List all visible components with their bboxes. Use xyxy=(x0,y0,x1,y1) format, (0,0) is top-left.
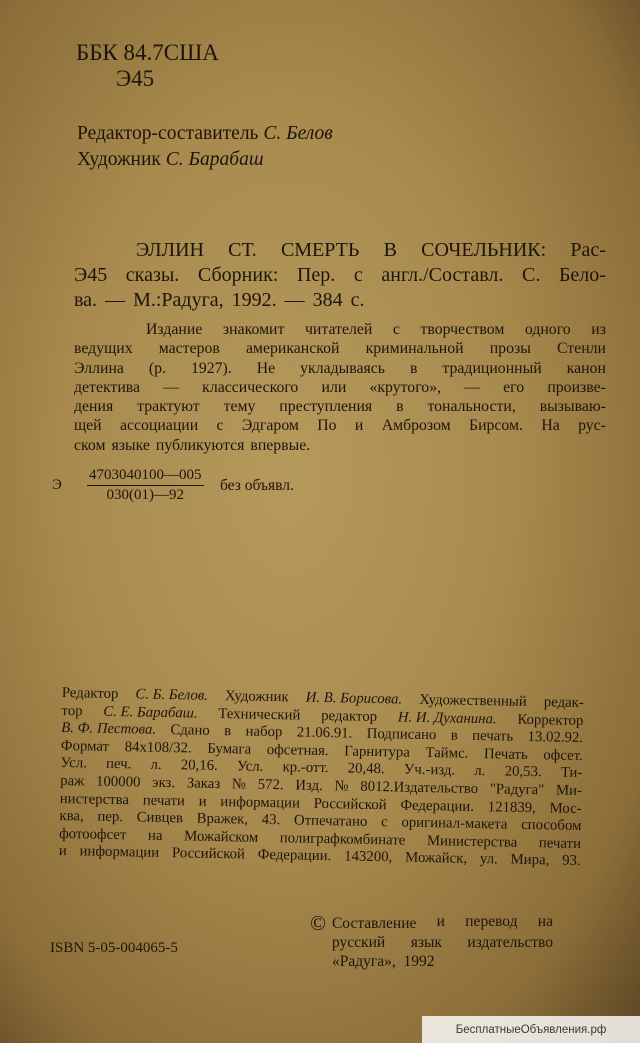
word: Эллина xyxy=(74,359,124,377)
word: пер. xyxy=(97,808,124,826)
word: Издание xyxy=(146,321,203,338)
word: СМЕРТЬ xyxy=(280,239,360,261)
copyright-word: на xyxy=(537,913,553,930)
imprint-word: печать xyxy=(472,728,514,745)
word: классического xyxy=(202,378,299,396)
word: с xyxy=(380,814,388,831)
word: криминальной xyxy=(365,340,464,358)
word: языке xyxy=(111,436,150,454)
word: № xyxy=(231,776,247,793)
word: 384 xyxy=(312,289,343,311)
word: информации xyxy=(220,793,301,812)
word: Вражек, xyxy=(196,810,249,828)
word: — xyxy=(284,289,305,311)
word: 8012.Издательство xyxy=(360,778,479,797)
entry-line xyxy=(74,238,606,263)
word: Федерации. xyxy=(400,797,475,815)
bibliographic-entry xyxy=(74,238,606,313)
word: способом xyxy=(521,816,582,835)
imprint-name: С. Б. Белов. xyxy=(135,686,209,704)
imprint-word: Технический xyxy=(218,705,301,724)
word: Рас- xyxy=(570,239,606,261)
editor-role: Редактор-составитель xyxy=(77,123,259,144)
word: Бело- xyxy=(558,264,606,286)
word: Эдгаром xyxy=(241,417,299,435)
word: в xyxy=(396,398,404,416)
word: 20,53. xyxy=(504,763,542,781)
imprint-name: Н. И. Духанина. xyxy=(397,709,497,727)
word: экз. xyxy=(152,774,176,792)
word: и xyxy=(198,793,207,810)
word: Уч.-изд. xyxy=(403,761,456,779)
imprint-word: Корректор xyxy=(517,711,584,729)
word: 572. xyxy=(257,776,284,794)
word: 1992. xyxy=(231,289,277,311)
copyright-word: Составление xyxy=(331,915,417,932)
word: традиционный xyxy=(442,359,542,377)
annotation-line xyxy=(74,339,606,358)
word: одного xyxy=(524,321,571,338)
word: впервые. xyxy=(250,436,311,454)
word: и xyxy=(58,843,67,860)
word: дения xyxy=(74,398,114,416)
imprint-word: в xyxy=(450,727,458,744)
word: Сивцев xyxy=(136,809,184,827)
word: офсетная. xyxy=(266,741,329,759)
artist-credit xyxy=(77,147,333,173)
catalog-numerator: 4703040100—005 xyxy=(87,467,204,486)
word: канон xyxy=(566,359,606,377)
word: в xyxy=(409,359,418,377)
word: преступления xyxy=(279,398,373,416)
word: Ти- xyxy=(560,764,583,782)
word: Усл. xyxy=(236,758,264,776)
imprint-word: Художник xyxy=(224,688,289,706)
word: ведущих xyxy=(74,340,133,358)
word: тему xyxy=(223,398,256,416)
bbk-classification xyxy=(76,40,219,92)
imprint-name: С. Е. Барабаш. xyxy=(103,703,198,722)
imprint-name: И. В. Борисова. xyxy=(305,689,403,708)
word: произве- xyxy=(547,378,606,396)
credits-block xyxy=(77,121,333,173)
word: на xyxy=(147,827,163,844)
word: читателей xyxy=(304,321,373,338)
word: фотоофсет xyxy=(58,825,127,844)
word: 20,16. xyxy=(180,757,218,775)
word: Пер. xyxy=(296,264,336,286)
imprint-word: редактор xyxy=(320,707,378,725)
word: Сборник: xyxy=(197,264,279,286)
word: раж xyxy=(60,772,85,790)
copyright-word: перевод xyxy=(465,913,518,930)
word: 93. xyxy=(562,852,581,870)
word: Российской xyxy=(171,845,246,863)
word: из xyxy=(591,321,606,338)
word: Изд. xyxy=(295,777,323,794)
artist-name: С. Барабаш xyxy=(165,149,264,170)
word: творчеством xyxy=(420,321,505,338)
annotation-line xyxy=(74,359,606,378)
word: Можайском xyxy=(183,828,259,846)
word: публикуются xyxy=(155,436,245,454)
word: рус- xyxy=(578,417,606,435)
copyright-line xyxy=(310,933,553,952)
imprint-word: Подписано xyxy=(366,726,437,744)
word: «крутого», xyxy=(369,378,442,396)
word: — xyxy=(105,289,126,311)
word: На xyxy=(541,417,560,435)
word: Министерства xyxy=(426,832,518,851)
word: — xyxy=(464,378,480,396)
entry-line xyxy=(74,263,606,288)
imprint-word: Художественный xyxy=(419,691,527,710)
imprint-word: Редактор xyxy=(61,685,119,703)
editor-credit xyxy=(77,121,333,147)
word: Амброзом xyxy=(381,417,451,435)
word: Усл. xyxy=(60,755,88,772)
word: его xyxy=(503,378,525,396)
imprint-word: 13.02.92. xyxy=(527,729,584,747)
word: офсет. xyxy=(543,747,583,764)
annotation-paragraph xyxy=(74,320,606,455)
word: с. xyxy=(350,289,365,311)
imprint-word: набор xyxy=(245,723,283,741)
word: 143200, xyxy=(344,848,393,866)
word: ва. xyxy=(74,289,98,311)
word: Отпечатано xyxy=(293,812,368,831)
word: Мос- xyxy=(549,799,582,817)
word: сказы. xyxy=(125,264,180,286)
annotation-line xyxy=(74,436,606,455)
word: тональности, xyxy=(427,398,516,416)
word: Можайск, xyxy=(404,849,468,868)
word: Ми- xyxy=(555,782,583,799)
print-imprint xyxy=(59,685,584,871)
imprint-word: 21.06.91. xyxy=(296,724,353,742)
word: — xyxy=(163,378,180,396)
word: 1927). xyxy=(190,359,232,377)
copyright-line xyxy=(310,912,553,933)
imprint-word: редак- xyxy=(543,694,584,712)
word: С. xyxy=(522,264,541,286)
word: Российской xyxy=(313,795,387,813)
copyright-notice xyxy=(310,912,553,971)
word: М.:Радуга, xyxy=(133,289,224,311)
author-mark: Э45 xyxy=(116,66,155,91)
word: 84x108/32. xyxy=(124,738,192,757)
copyright-line: «Радуга», 1992 xyxy=(332,953,435,970)
word: ЭЛЛИН xyxy=(136,239,204,261)
copyright-word: язык xyxy=(410,934,442,951)
word: ассоциации xyxy=(119,417,199,435)
word: 20,48. xyxy=(347,760,385,778)
annotation-line xyxy=(74,416,606,435)
artist-role: Художник xyxy=(77,149,161,170)
word: ул. xyxy=(479,851,498,868)
word: Стенли xyxy=(556,340,606,358)
word: или xyxy=(321,378,347,396)
word: Заказ xyxy=(186,775,221,793)
word: печ. xyxy=(105,756,132,773)
imprint-word: тор xyxy=(61,702,83,719)
word: СОЧЕЛЬНИК: xyxy=(421,239,547,261)
imprint-word: Сдано xyxy=(170,722,210,740)
word: Таймс. xyxy=(425,744,469,762)
word: щей xyxy=(74,417,102,435)
word: знакомит xyxy=(222,321,285,338)
word: информации xyxy=(79,843,160,862)
isbn-number: ISBN 5-05-004065-5 xyxy=(50,940,178,956)
word: 100000 xyxy=(95,773,141,791)
word: ква, xyxy=(59,808,84,825)
word: СТ. xyxy=(228,239,257,261)
word: л. xyxy=(150,757,162,774)
word: Бирсом. xyxy=(469,417,523,435)
copyright-word: издательство xyxy=(467,934,553,951)
word: вызываю- xyxy=(539,398,606,416)
word: Печать xyxy=(483,745,528,763)
catalog-denominator: 030(01)—92 xyxy=(106,487,184,503)
word: В xyxy=(383,239,397,261)
word: американской xyxy=(245,340,340,358)
word: оригинал-макета xyxy=(401,814,508,833)
catalog-letter: Э xyxy=(52,477,62,493)
word: с xyxy=(216,417,224,435)
word: Федерации. xyxy=(257,847,332,865)
word: Не xyxy=(256,359,276,377)
word: с xyxy=(353,264,363,286)
annotation-line xyxy=(74,397,606,416)
catalog-fraction xyxy=(87,467,204,505)
word: с xyxy=(392,321,400,338)
word: трактуют xyxy=(137,398,200,416)
word: Формат xyxy=(60,737,110,755)
word: По xyxy=(317,417,337,435)
word: мастеров xyxy=(158,340,220,358)
word: 121839, xyxy=(487,798,536,816)
word: укладываясь xyxy=(300,359,385,377)
word: № xyxy=(334,778,349,795)
editor-name: С. Белов xyxy=(263,123,333,144)
word: л. xyxy=(474,763,486,780)
word: Гарнитура xyxy=(344,743,411,761)
word: "Радуга" xyxy=(489,781,545,799)
word: 43. xyxy=(261,812,281,829)
bbk-code: ББК 84.7США xyxy=(76,40,219,65)
word: печати xyxy=(538,834,582,852)
word: детектива xyxy=(74,378,141,396)
annotation-line xyxy=(74,378,606,397)
imprint-word: в xyxy=(224,723,232,740)
word: Бумага xyxy=(207,740,252,758)
catalog-note: без объявл. xyxy=(220,477,294,494)
annotation-line xyxy=(74,320,606,339)
word: прозы xyxy=(489,340,531,358)
word: нистерства xyxy=(59,790,130,808)
site-watermark: БесплатныеОбъявления.рф xyxy=(422,1016,640,1043)
copyright-word: и xyxy=(436,913,445,930)
word: кр.-отт. xyxy=(282,759,329,777)
entry-line xyxy=(74,288,606,313)
copyright-word: русский xyxy=(332,934,386,951)
imprint-name: В. Ф. Пестова. xyxy=(61,720,157,738)
word: полиграфкомбинате xyxy=(279,829,406,849)
word: англ./Составл. xyxy=(381,264,504,286)
word: и xyxy=(354,417,364,435)
word: печати xyxy=(142,792,186,809)
word: (р. xyxy=(148,359,166,377)
word: ском xyxy=(74,436,106,454)
copyright-symbol: © xyxy=(310,911,326,935)
word: Мира, xyxy=(510,851,550,869)
word: Э45 xyxy=(74,264,108,286)
